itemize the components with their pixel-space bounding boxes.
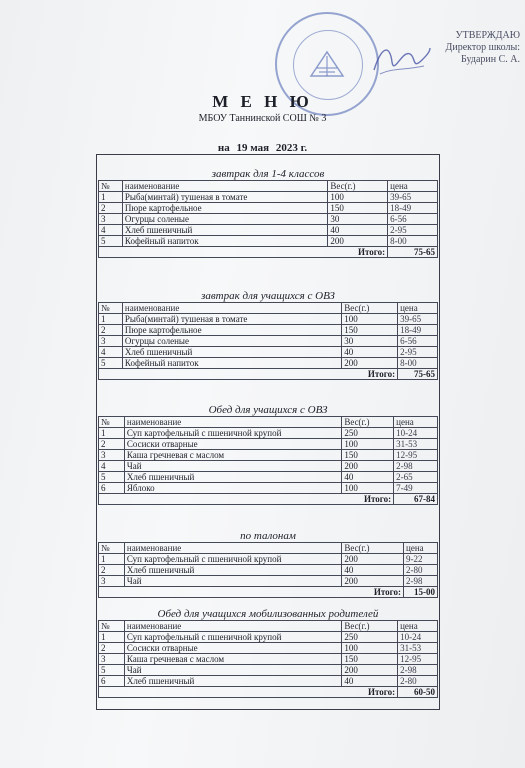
cell-name: Огурцы соленые: [122, 214, 327, 225]
table-row: [99, 450, 438, 461]
col-num: №: [99, 417, 125, 428]
table-row: [99, 203, 438, 214]
cell-weight: 150: [342, 450, 394, 461]
cell-name: Чай: [124, 665, 341, 676]
cell-name: Хлеб пшеничный: [124, 565, 341, 576]
cell-name: Яблоко: [124, 483, 341, 494]
cell-name: Чай: [124, 461, 341, 472]
cell-num: 3: [99, 654, 125, 665]
col-weight: Вес(г.): [342, 621, 398, 632]
cell-weight: 250: [342, 428, 394, 439]
menu-section: [98, 530, 438, 598]
table-row: [99, 336, 438, 347]
table-row: [99, 428, 438, 439]
cell-name: Каша гречневая с маслом: [124, 654, 341, 665]
table-row: [99, 214, 438, 225]
cell-price: 2-95: [388, 225, 438, 236]
section-title: по талонам: [240, 530, 296, 542]
total-value: 60-50: [398, 687, 438, 698]
cell-num: 2: [99, 439, 125, 450]
cell-price: 39-65: [398, 314, 438, 325]
cell-weight: 40: [342, 472, 394, 483]
table-row: [99, 236, 438, 247]
col-name: наименование: [124, 621, 341, 632]
cell-num: 3: [99, 576, 125, 587]
total-label: Итого:: [99, 247, 388, 258]
cell-price: 8-00: [398, 358, 438, 369]
cell-name: Рыба(минтай) тушеная в томате: [122, 314, 341, 325]
cell-name: Суп картофельный с пшеничной крупой: [124, 632, 341, 643]
table-header-row: [99, 181, 438, 192]
cell-num: 4: [99, 225, 123, 236]
cell-price: 10-24: [398, 632, 438, 643]
cell-num: 3: [99, 336, 123, 347]
cell-name: Кофейный напиток: [122, 358, 341, 369]
total-row: [99, 587, 438, 598]
table-row: [99, 439, 438, 450]
cell-name: Сосиски отварные: [124, 439, 341, 450]
cell-weight: 40: [328, 225, 388, 236]
cell-price: 31-53: [394, 439, 438, 450]
col-num: №: [99, 303, 123, 314]
approval-person: Бударин С. А.: [461, 54, 520, 65]
cell-weight: 100: [342, 643, 398, 654]
cell-num: 3: [99, 214, 123, 225]
menu-date: [0, 142, 525, 154]
date-prefix: на: [217, 142, 230, 154]
cell-weight: 100: [342, 314, 398, 325]
menu-section: [98, 404, 438, 505]
col-price: цена: [388, 181, 438, 192]
cell-num: 2: [99, 565, 125, 576]
cell-price: 12-95: [394, 450, 438, 461]
total-value: 67-84: [394, 494, 438, 505]
menu-table: [98, 302, 438, 380]
cell-num: 5: [99, 236, 123, 247]
section-title: завтрак для 1-4 классов: [211, 168, 325, 180]
cell-price: 2-98: [404, 576, 438, 587]
col-name: наименование: [124, 543, 341, 554]
cell-price: 9-22: [404, 554, 438, 565]
date-year: 2023 г.: [275, 142, 308, 154]
cell-weight: 100: [342, 483, 394, 494]
col-weight: Вес(г.): [342, 417, 394, 428]
total-value: 75-65: [398, 369, 438, 380]
cell-price: 2-98: [398, 665, 438, 676]
cell-name: Каша гречневая с маслом: [124, 450, 341, 461]
table-row: [99, 461, 438, 472]
cell-price: 12-95: [398, 654, 438, 665]
col-weight: Вес(г.): [328, 181, 388, 192]
cell-num: 5: [99, 358, 123, 369]
total-row: [99, 369, 438, 380]
total-label: Итого:: [99, 687, 398, 698]
cell-num: 1: [99, 192, 123, 203]
cell-price: 2-65: [394, 472, 438, 483]
cell-num: 2: [99, 203, 123, 214]
table-row: [99, 665, 438, 676]
cell-weight: 200: [342, 665, 398, 676]
cell-weight: 30: [328, 214, 388, 225]
date-day: 19 мая: [236, 142, 270, 154]
cell-num: 5: [99, 472, 125, 483]
menu-section: [98, 608, 438, 698]
cell-price: 39-65: [388, 192, 438, 203]
cell-weight: 200: [342, 461, 394, 472]
cell-price: 2-80: [398, 676, 438, 687]
menu-table: [98, 620, 438, 698]
table-header-row: [99, 417, 438, 428]
cell-num: 1: [99, 632, 125, 643]
table-row: [99, 192, 438, 203]
section-title: завтрак для учащихся с ОВЗ: [201, 290, 335, 302]
table-row: [99, 632, 438, 643]
total-row: [99, 687, 438, 698]
cell-weight: 150: [328, 203, 388, 214]
table-row: [99, 347, 438, 358]
cell-weight: 200: [342, 576, 404, 587]
table-row: [99, 472, 438, 483]
table-row: [99, 654, 438, 665]
cell-price: 8-00: [388, 236, 438, 247]
section-title: Обед для учащихся мобилизованных родителей: [157, 608, 379, 620]
menu-table: [98, 416, 438, 505]
approval-title: УТВЕРЖДАЮ: [455, 30, 520, 41]
menu-table: [98, 542, 438, 598]
cell-name: Суп картофельный с пшеничной крупой: [124, 428, 341, 439]
cell-weight: 100: [328, 192, 388, 203]
cell-num: 4: [99, 461, 125, 472]
table-row: [99, 576, 438, 587]
total-row: [99, 247, 438, 258]
total-label: Итого:: [99, 587, 404, 598]
cell-name: Огурцы соленые: [122, 336, 341, 347]
approval-position: Директор школы:: [445, 42, 520, 53]
table-row: [99, 225, 438, 236]
table-header-row: [99, 621, 438, 632]
cell-name: Сосиски отварные: [124, 643, 341, 654]
cell-price: 18-49: [388, 203, 438, 214]
cell-weight: 40: [342, 565, 404, 576]
cell-num: 6: [99, 483, 125, 494]
table-row: [99, 643, 438, 654]
cell-weight: 40: [342, 676, 398, 687]
school-name: МБОУ Таннинской СОШ № 3: [198, 113, 327, 124]
col-name: наименование: [122, 181, 327, 192]
col-num: №: [99, 621, 125, 632]
col-name: наименование: [124, 417, 341, 428]
cell-weight: 100: [342, 439, 394, 450]
cell-num: 6: [99, 676, 125, 687]
cell-name: Хлеб пшеничный: [124, 676, 341, 687]
cell-price: 2-80: [404, 565, 438, 576]
table-header-row: [99, 303, 438, 314]
total-value: 15-00: [404, 587, 438, 598]
table-row: [99, 325, 438, 336]
col-weight: Вес(г.): [342, 303, 398, 314]
col-price: цена: [394, 417, 438, 428]
total-value: 75-65: [388, 247, 438, 258]
cell-weight: 200: [342, 358, 398, 369]
cell-price: 6-56: [388, 214, 438, 225]
total-label: Итого:: [99, 369, 398, 380]
cell-num: 1: [99, 314, 123, 325]
table-row: [99, 676, 438, 687]
col-num: №: [99, 543, 125, 554]
cell-price: 7-49: [394, 483, 438, 494]
col-num: №: [99, 181, 123, 192]
cell-price: 31-53: [398, 643, 438, 654]
table-row: [99, 554, 438, 565]
cell-name: Рыба(минтай) тушеная в томате: [122, 192, 327, 203]
cell-num: 2: [99, 325, 123, 336]
director-signature: [372, 40, 432, 80]
cell-num: 1: [99, 554, 125, 565]
col-weight: Вес(г.): [342, 543, 404, 554]
table-row: [99, 358, 438, 369]
table-row: [99, 483, 438, 494]
cell-name: Хлеб пшеничный: [122, 225, 327, 236]
cell-weight: 200: [328, 236, 388, 247]
table-row: [99, 314, 438, 325]
col-name: наименование: [122, 303, 341, 314]
menu-section: [98, 290, 438, 380]
cell-price: 6-56: [398, 336, 438, 347]
table-row: [99, 565, 438, 576]
cell-price: 2-95: [398, 347, 438, 358]
cell-weight: 150: [342, 325, 398, 336]
cell-price: 2-98: [394, 461, 438, 472]
cell-num: 3: [99, 450, 125, 461]
col-price: цена: [398, 621, 438, 632]
cell-num: 4: [99, 347, 123, 358]
document-title: М Е Н Ю: [212, 92, 313, 111]
cell-name: Чай: [124, 576, 341, 587]
cell-weight: 30: [342, 336, 398, 347]
cell-weight: 200: [342, 554, 404, 565]
cell-weight: 250: [342, 632, 398, 643]
col-price: цена: [404, 543, 438, 554]
cell-num: 5: [99, 665, 125, 676]
cell-name: Суп картофельный с пшеничной крупой: [124, 554, 341, 565]
cell-price: 10-24: [394, 428, 438, 439]
cell-price: 18-49: [398, 325, 438, 336]
section-title: Обед для учащихся с ОВЗ: [208, 404, 328, 416]
cell-name: Кофейный напиток: [122, 236, 327, 247]
menu-table: [98, 180, 438, 258]
cell-name: Пюре картофельное: [122, 203, 327, 214]
total-label: Итого:: [99, 494, 394, 505]
stamp-emblem-icon: [307, 48, 347, 82]
col-price: цена: [398, 303, 438, 314]
cell-name: Пюре картофельное: [122, 325, 341, 336]
cell-name: Хлеб пшеничный: [124, 472, 341, 483]
table-header-row: [99, 543, 438, 554]
cell-num: 1: [99, 428, 125, 439]
cell-num: 2: [99, 643, 125, 654]
cell-weight: 150: [342, 654, 398, 665]
total-row: [99, 494, 438, 505]
cell-name: Хлеб пшеничный: [122, 347, 341, 358]
cell-weight: 40: [342, 347, 398, 358]
menu-section: [98, 168, 438, 258]
